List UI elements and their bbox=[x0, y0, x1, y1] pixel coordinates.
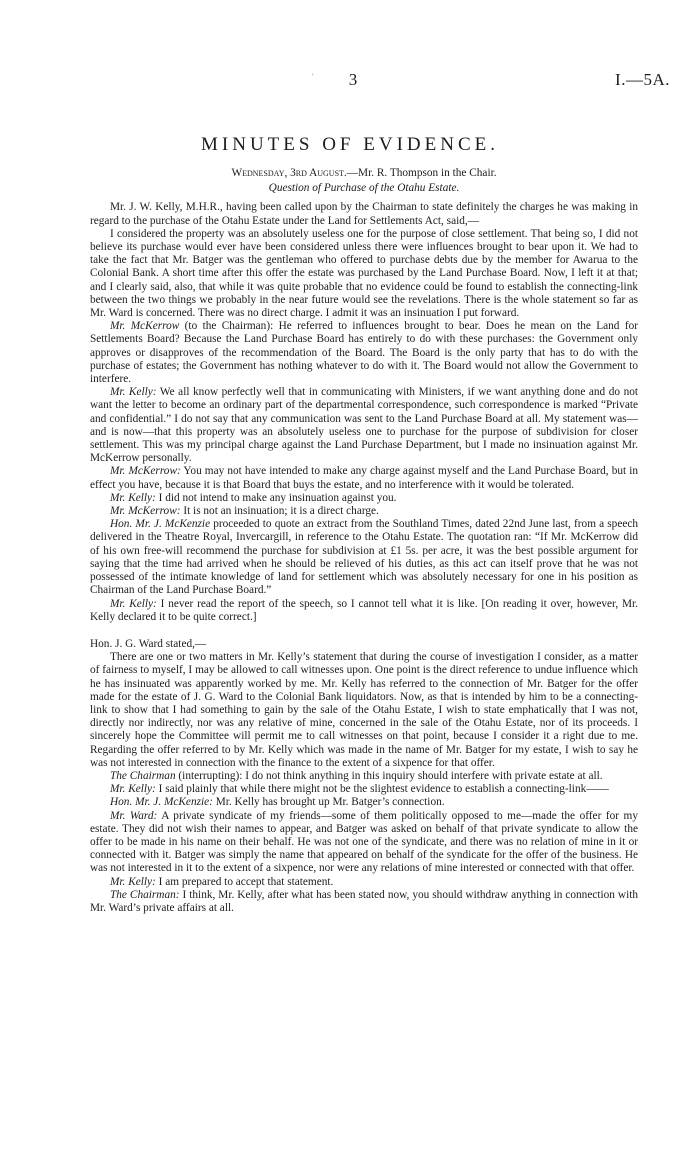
session-date: Wednesday, 3rd August. bbox=[231, 167, 347, 179]
evidence-paragraph bbox=[90, 810, 638, 876]
paragraph-text: A private syndicate of my friends—some of them politically opposed to me—made the offer for my estate. They did not wish their names to appear, and Batger was asked on behalf of that private syndicate to allow the offer to be made in his name on their behalf. He was not one of the syndicate, and there was no relation of mine in it or connected with it. Batger was simply the name that appeared on behalf of the syndicate for the offer of the business. He was not interested in it to the extent of a sixpence, nor were any relations of mine interested or connected with that offer. bbox=[90, 809, 638, 875]
paragraph-text: Mr. J. W. Kelly, M.H.R., having been called upon by the Chairman to state definitely the charges he was making in regard to the purchase of the Otahu Estate under the Land for Settlements Act, said,— bbox=[90, 201, 638, 227]
speaker-name: Hon. Mr. J. McKenzie bbox=[110, 518, 211, 531]
page-title: MINUTES OF EVIDENCE. bbox=[201, 134, 499, 155]
paragraph-text: proceeded to quote an extract from the Southland Times, dated 22nd June last, from a speech delivered in the Theatre Royal, Invercargill, in reference to the Otahu Estate. The quotation ran: “If Mr. McKerrow did of his own free-will recommend the purchase for subdivision at £1 5s. per acre, it was the best possible argument for saying that the time had arrived when he should be relieved of his duties, as this act can itself prove that he was not possessed of the intimate knowledge of land for settlement which was absolutely necessary for one in his position as Chairman of the Land Purchase Board.” bbox=[90, 518, 639, 597]
paragraph-text: I never read the report of the speech, so I cannot tell what it is like. [On reading it over, however, Mr. Kelly declared it to be quite correct.] bbox=[90, 597, 638, 623]
paragraph-text: I did not intend to make any insinuation against you. bbox=[155, 491, 397, 504]
evidence-paragraph bbox=[90, 651, 638, 770]
speaker-name: Mr. Kelly: bbox=[110, 386, 157, 399]
speaker-name: Mr. McKerrow: bbox=[110, 505, 181, 518]
speaker-name: Mr. Kelly: bbox=[110, 783, 156, 796]
evidence-paragraph bbox=[90, 492, 638, 505]
paragraph-text: I considered the property was an absolutely useless one for the purpose of close settlement. That being so, I did not believe its purchase would ever have been considered unless there were influences brought to bear upon it. We had to take the fact that Mr. Batger was the gentleman who offered to purchase debts due by the member for Awarua to the Colonial Bank. A short time after this offer the estate was purchased by the Land Purchase Board. Now, I left it at that; and I clearly said, also, that while it was quite probable that no evidence could be found to establish the connecting-link between the two things we probably in the near future would see the revelations. There is the whole statement so far as Mr. Ward is concerned. There was no direct charge. I admit it was an insinuation I put forward. bbox=[90, 227, 638, 320]
evidence-paragraph bbox=[90, 889, 638, 915]
evidence-block-2 bbox=[90, 651, 638, 915]
evidence-paragraph bbox=[90, 598, 638, 624]
paragraph-text: (interrupting): I do not think anything in this inquiry should interfere with private estate at all. bbox=[175, 769, 603, 782]
evidence-paragraph bbox=[90, 228, 638, 320]
document-reference: I.—5A. bbox=[615, 70, 670, 89]
evidence-block-1 bbox=[90, 201, 638, 624]
paragraph-text: (to the Chairman): He referred to influences brought to bear. Does he mean on the Land for Settlements Board? Because the Land Purchase Board has entirely to do with these purchases: the Government only approves or disapproves of the recommendation of the Board. The Board is the only party that has to do with the purchase of estates; the Government has nothing whatever to do with it. The Board would not allow the Government to interfere. bbox=[90, 320, 639, 386]
chair-note: —Mr. R. Thompson in the Chair. bbox=[346, 167, 497, 179]
speaker-name: The Chairman: bbox=[110, 888, 180, 901]
evidence-paragraph bbox=[90, 201, 638, 227]
evidence-paragraph bbox=[90, 783, 638, 796]
paragraph-text: We all know perfectly well that in communicating with Ministers, if we want anything done and do not want the letter to become an ordinary part of the departmental correspondence, such correspondence is marked “Private and confidential.” I do not say that any communication was sent to the Land Purchase Board at all. My statement was—and is now—that this property was an absolutely useless one to purchase for the purpose of subdivision for closer settlement. This was my principal charge against the Land Purchase Department, but I made no insinuation against Mr. McKerrow personally. bbox=[90, 386, 638, 465]
evidence-paragraph bbox=[90, 465, 638, 491]
paragraph-text: You may not have intended to make any charge against myself and the Land Purchase Board, but in effect you have, because it is that Board that buys the estate, and no interference with it would be tolerated. bbox=[90, 465, 638, 491]
paragraph-text: Mr. Kelly has brought up Mr. Batger’s connection. bbox=[212, 796, 445, 809]
spacer bbox=[90, 624, 638, 638]
evidence-paragraph bbox=[90, 320, 638, 386]
evidence-paragraph bbox=[90, 518, 638, 597]
document-body bbox=[90, 167, 638, 915]
paragraph-text: I think, Mr. Kelly, after what has been stated now, you should withdraw anything in connection with Mr. Ward’s private affairs at all. bbox=[90, 888, 639, 914]
speaker-name: Mr. Kelly: bbox=[110, 597, 157, 610]
speaker-name: The Chairman bbox=[110, 769, 176, 782]
page-number: 3 bbox=[348, 70, 358, 89]
dateline bbox=[90, 167, 638, 180]
paragraph-text: It is not an insinuation; it is a direct charge. bbox=[180, 505, 379, 518]
paragraph-text: There are one or two matters in Mr. Kelly’s statement that during the course of investigation I consider, as a matter of fairness to myself, I may be allowed to call witnesses upon. One point is the direct reference to undue influence which he has insinuated was apparently worked by me. Mr. Kelly has referred to the connection of Mr. Batger for the offer made for the estate of J. G. Ward to the Colonial Bank liquidators. Now, as that is intended by him to be a connecting-link to show that I had something to gain by the sale of the Otahu Estate, I wish to state emphatically that I was not, directly nor indirectly, nor was any relative of mine, concerned in the sale of the Otahu Estate, nor of its proceeds. I sincerely hope the Committee will permit me to call witnesses on that point, because I consider it a right due to me. Regarding the offer referred to by Mr. Kelly which was made in the name of Mr. Batger for my estate, I wish to say he was not interested in connection with the finance to the extent of a sixpence for that offer. bbox=[90, 651, 638, 769]
evidence-paragraph bbox=[90, 876, 638, 889]
paragraph-text: I am prepared to accept that statement. bbox=[155, 875, 334, 888]
speaker-name: Mr. McKerrow bbox=[110, 320, 180, 333]
speaker-name: Mr. McKerrow: bbox=[110, 465, 181, 478]
speaker-name: Mr. Ward: bbox=[110, 809, 158, 822]
evidence-paragraph bbox=[90, 770, 638, 783]
evidence-paragraph bbox=[90, 796, 638, 809]
paragraph-text: I said plainly that while there might not be the slightest evidence to establish a connecting-link—— bbox=[155, 783, 609, 796]
stray-mark: ' bbox=[312, 72, 314, 82]
evidence-paragraph bbox=[90, 505, 638, 518]
speaker-name: Mr. Kelly: bbox=[110, 491, 156, 504]
ward-intro: Hon. J. G. Ward stated,— bbox=[90, 637, 207, 650]
speaker-name: Mr. Kelly: bbox=[110, 875, 156, 888]
section-subtitle: Question of Purchase of the Otahu Estate. bbox=[268, 182, 460, 195]
evidence-paragraph bbox=[90, 386, 638, 465]
speaker-name: Hon. Mr. J. McKenzie: bbox=[110, 796, 213, 809]
page-header bbox=[0, 70, 700, 94]
